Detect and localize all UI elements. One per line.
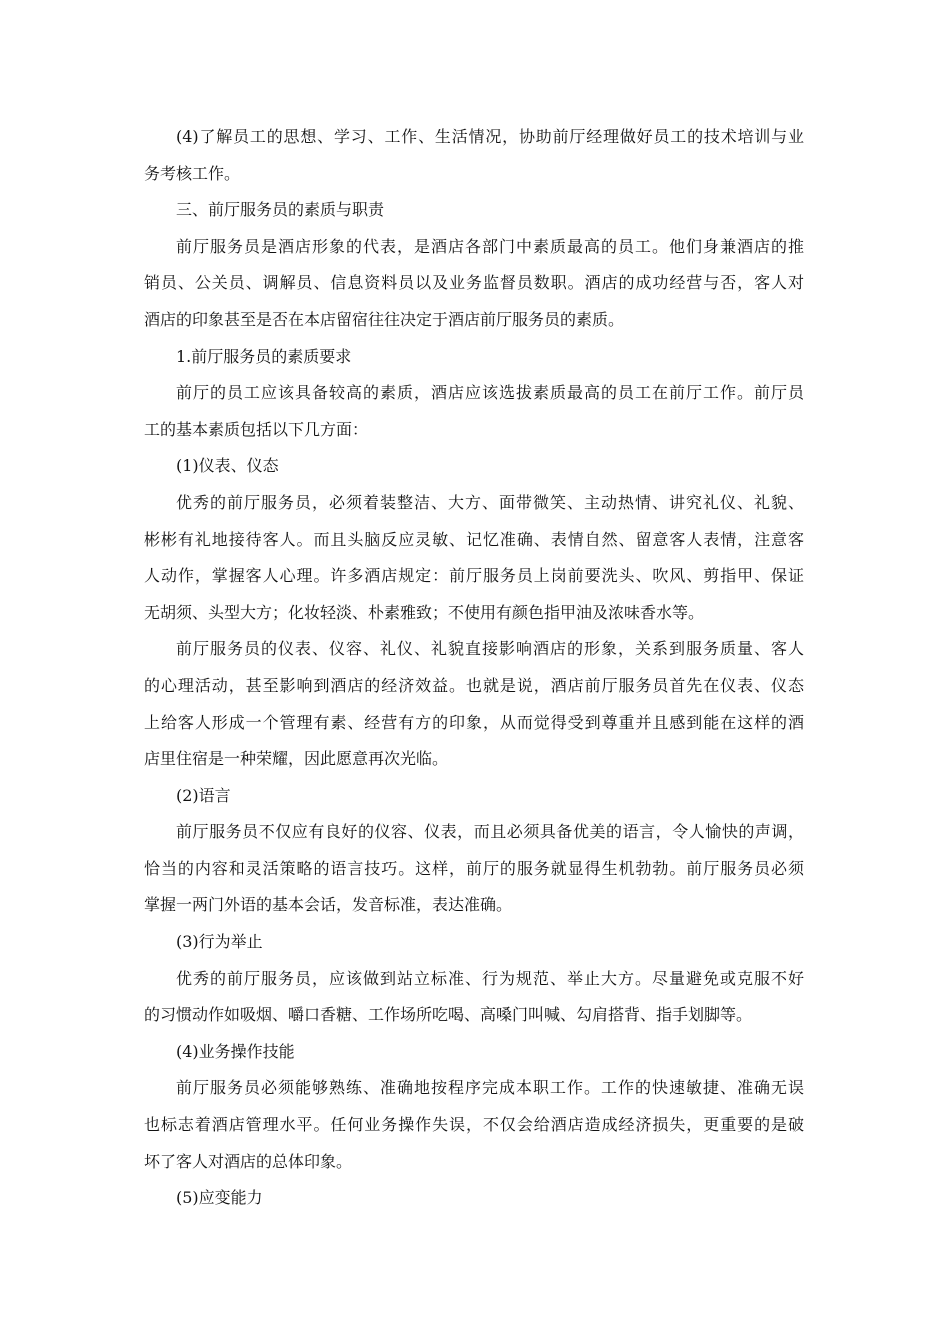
text-line: 的习惯动作如吸烟、嚼口香糖、工作场所吃喝、高嗓门叫喊、勾肩搭背、指手划脚等。 <box>144 1005 753 1025</box>
text-line: 上给客人形成一个管理有素、经营有方的印象，从而觉得受到尊重并且感到能在这样的酒 <box>144 712 804 732</box>
paragraph-basic-qualities <box>144 375 804 448</box>
text-line: 无胡须、头型大方；化妆轻淡、朴素雅致；不使用有颜色指甲油及浓味香水等。 <box>144 602 705 622</box>
section-heading-qualities-duties <box>144 192 804 229</box>
text-line: 前厅服务员必须能够熟练、准确地按程序完成本职工作。工作的快速敏捷、准确无误 <box>176 1078 804 1098</box>
heading-text: (2)语言 <box>176 785 231 805</box>
subheading-operation-skills <box>144 1034 804 1071</box>
heading-text: (4)业务操作技能 <box>176 1041 295 1061</box>
paragraph-appearance-2 <box>144 631 804 777</box>
paragraph-intro <box>144 229 804 339</box>
heading-text: (3)行为举止 <box>176 932 263 952</box>
text-line: 的心理活动，甚至影响到酒店的经济效益。也就是说，酒店前厅服务员首先在仪表、仪态 <box>144 675 804 695</box>
subheading-behavior <box>144 924 804 961</box>
subheading-appearance <box>144 448 804 485</box>
heading-text: (1)仪表、仪态 <box>176 456 279 476</box>
text-line: 前厅服务员的仪表、仪容、礼仪、礼貌直接影响酒店的形象，关系到服务质量、客人 <box>176 639 804 659</box>
text-line: 人动作，掌握客人心理。许多酒店规定：前厅服务员上岗前要洗头、吹风、剪指甲、保证 <box>144 566 804 586</box>
subheading-quality-requirements <box>144 339 804 376</box>
text-line: 酒店的印象甚至是否在本店留宿往往决定于酒店前厅服务员的素质。 <box>144 309 625 329</box>
text-line: 前厅的员工应该具备较高的素质，酒店应该选拔素质最高的员工在前厅工作。前厅员 <box>176 383 804 403</box>
text-line: 务考核工作。 <box>144 163 241 183</box>
text-line: 也标志着酒店管理水平。任何业务操作失误，不仅会给酒店造成经济损失，更重要的是破 <box>144 1115 804 1135</box>
document-body <box>144 119 804 1217</box>
text-line: 优秀的前厅服务员，应该做到站立标准、行为规范、举止大方。尽量避免或克服不好 <box>176 968 804 988</box>
text-line: 前厅服务员是酒店形象的代表，是酒店各部门中素质最高的员工。他们身兼酒店的推 <box>176 236 804 256</box>
paragraph-behavior <box>144 961 804 1034</box>
paragraph-appearance-1 <box>144 485 804 631</box>
text-line: 前厅服务员不仅应有良好的仪容、仪表，而且必须具备优美的语言，令人愉快的声调， <box>176 822 804 842</box>
paragraph-operation-skills <box>144 1070 804 1180</box>
text-line: 坏了客人对酒店的总体印象。 <box>144 1151 353 1171</box>
paragraph-language <box>144 814 804 924</box>
subheading-language <box>144 778 804 815</box>
text-line: 彬彬有礼地接待客人。而且头脑反应灵敏、记忆准确、表情自然、留意客人表情，注意客 <box>144 529 804 549</box>
text-line: 店里住宿是一种荣耀，因此愿意再次光临。 <box>144 749 449 769</box>
heading-text: 1.前厅服务员的素质要求 <box>176 346 352 366</box>
heading-text: 三、前厅服务员的素质与职责 <box>176 200 385 220</box>
subheading-adaptability <box>144 1180 804 1217</box>
text-line: 优秀的前厅服务员，必须着装整洁、大方、面带微笑、主动热情、讲究礼仪、礼貌、 <box>176 492 804 512</box>
heading-text: (5)应变能力 <box>176 1188 263 1208</box>
text-line: 销员、公关员、调解员、信息资料员以及业务监督员数职。酒店的成功经营与否，客人对 <box>144 273 804 293</box>
text-line: (4)了解员工的思想、学习、工作、生活情况，协助前厅经理做好员工的技术培训与业 <box>176 127 804 146</box>
paragraph-item-4-duties <box>144 119 804 192</box>
text-line: 恰当的内容和灵活策略的语言技巧。这样，前厅的服务就显得生机勃勃。前厅服务员必须 <box>144 858 804 878</box>
text-line: 掌握一两门外语的基本会话，发音标准，表达准确。 <box>144 895 513 915</box>
text-line: 工的基本素质包括以下几方面： <box>144 419 369 439</box>
